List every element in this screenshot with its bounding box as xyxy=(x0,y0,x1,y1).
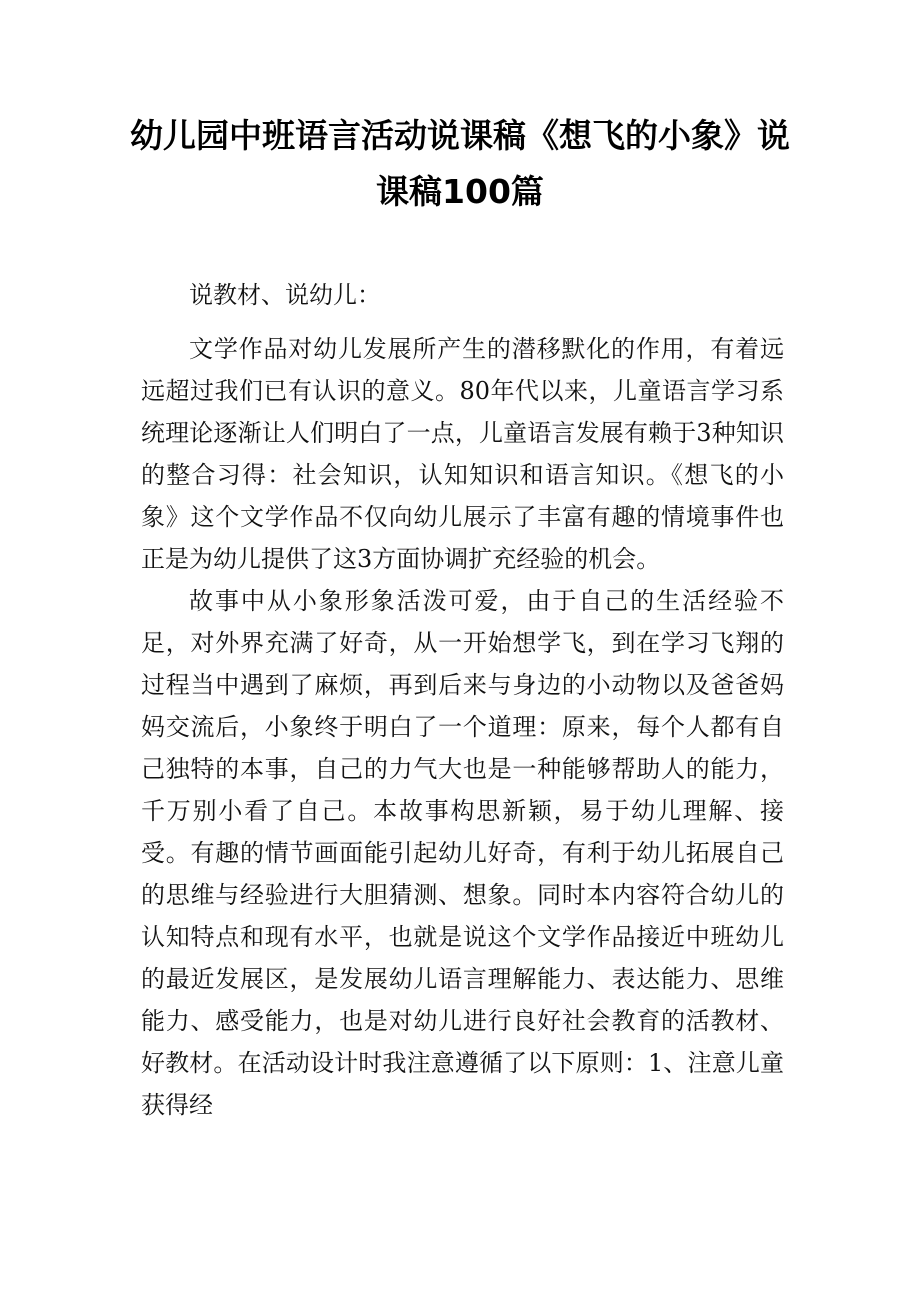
paragraph-literary-value: 文学作品对幼儿发展所产生的潜移默化的作用，有着远远超过我们已有认识的意义。80年代以来，儿童语言学习系统理论逐渐让人们明白了一点，儿童语言发展有赖于3种知识的整合习得：社会知识，认知知识和语言知识。《想飞的小象》这个文学作品不仅向幼儿展示了丰富有趣的情境事件也正是为幼儿提供了这3方面协调扩充经验的机会。 xyxy=(141,335,784,573)
paragraph-story-analysis: 故事中从小象形象活泼可爱，由于自己的生活经验不足，对外界充满了好奇，从一开始想学飞，到在学习飞翔的过程当中遇到了麻烦，再到后来与身边的小动物以及爸爸妈妈交流后，小象终于明白了一个道理：原来，每个人都有自己独特的本事，自己的力气大也是一种能够帮助人的能力，千万别小看了自己。本故事构思新颖，易于幼儿理解、接受。有趣的情节画面能引起幼儿好奇，有利于幼儿拓展自己的思维与经验进行大胆猜测、想象。同时本内容符合幼儿的认知特点和现有水平，也就是说这个文学作品接近中班幼儿的最近发展区，是发展幼儿语言理解能力、表达能力、思维能力、感受能力，也是对幼儿进行良好社会教育的活教材、好教材。在活动设计时我注意遵循了以下原则：1、注意儿童获得经 xyxy=(141,587,784,1119)
section-heading: 说教材、说幼儿： xyxy=(189,281,381,309)
document-body xyxy=(141,274,784,1126)
document-title: 幼儿园中班语言活动说课稿《想飞的小象》说课稿100篇 xyxy=(130,116,790,211)
